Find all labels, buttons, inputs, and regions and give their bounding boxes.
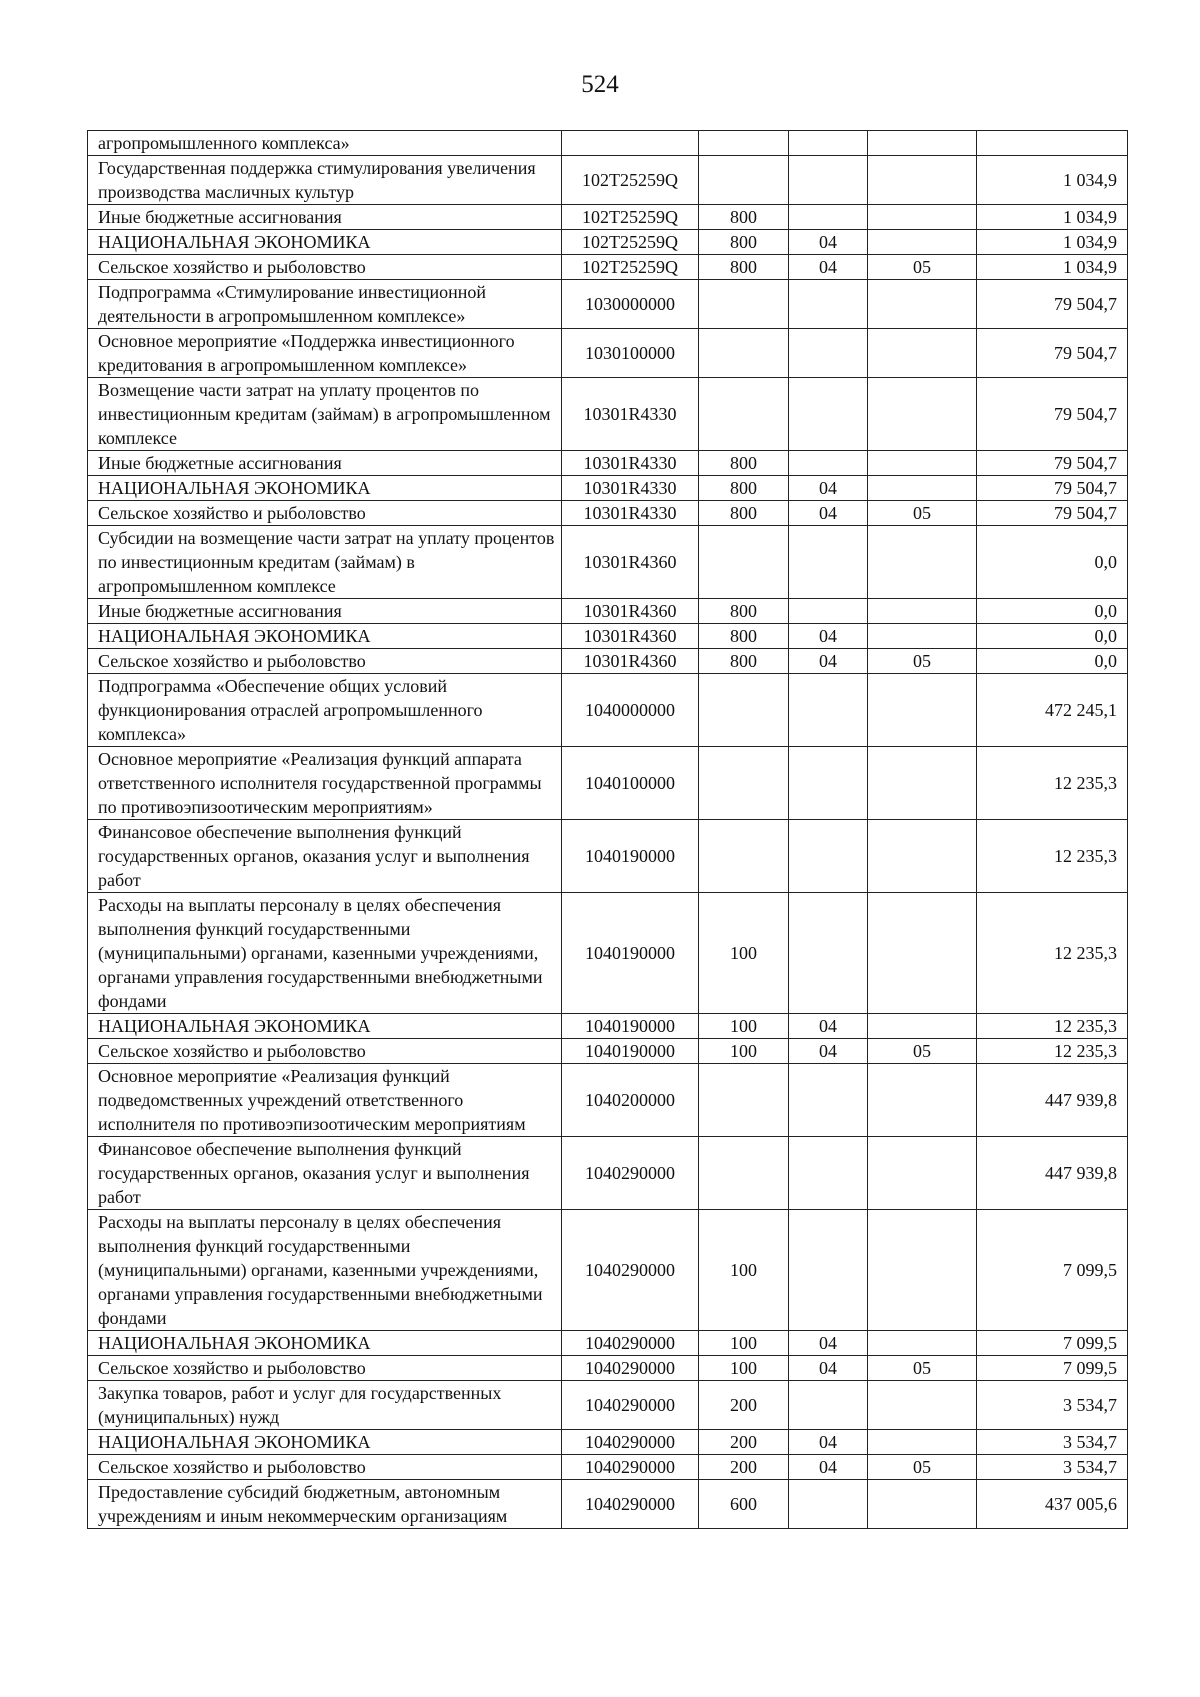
table-row <box>88 451 1128 476</box>
table-row <box>88 624 1128 649</box>
amount-cell: 79 504,7 <box>977 329 1128 378</box>
amount-cell: 3 534,7 <box>977 1430 1128 1455</box>
row-name-cell: Сельское хозяйство и рыболовство <box>88 1039 562 1064</box>
expense-type-cell: 800 <box>699 230 789 255</box>
table-row <box>88 1137 1128 1210</box>
expense-type-cell: 800 <box>699 624 789 649</box>
row-name-cell: НАЦИОНАЛЬНАЯ ЭКОНОМИКА <box>88 624 562 649</box>
expense-type-cell: 100 <box>699 1039 789 1064</box>
amount-cell: 0,0 <box>977 624 1128 649</box>
target-code-cell: 1040200000 <box>562 1064 699 1137</box>
section-cell: 04 <box>789 1039 868 1064</box>
target-code-cell: 1040000000 <box>562 674 699 747</box>
row-name-cell: Иные бюджетные ассигнования <box>88 205 562 230</box>
section-cell: 04 <box>789 1331 868 1356</box>
amount-cell: 7 099,5 <box>977 1210 1128 1331</box>
expense-type-cell <box>699 131 789 156</box>
section-cell <box>789 156 868 205</box>
table-row <box>88 1430 1128 1455</box>
section-cell: 04 <box>789 255 868 280</box>
section-cell <box>789 280 868 329</box>
amount-cell: 79 504,7 <box>977 501 1128 526</box>
table-row <box>88 1331 1128 1356</box>
table-row <box>88 1064 1128 1137</box>
section-cell <box>789 131 868 156</box>
target-code-cell: 1040100000 <box>562 747 699 820</box>
amount-cell: 7 099,5 <box>977 1331 1128 1356</box>
amount-cell: 1 034,9 <box>977 156 1128 205</box>
expense-type-cell <box>699 1137 789 1210</box>
expense-type-cell <box>699 378 789 451</box>
expense-type-cell <box>699 280 789 329</box>
section-cell <box>789 378 868 451</box>
budget-table-body <box>88 131 1128 1529</box>
subsection-cell <box>868 1480 977 1529</box>
target-code-cell: 10301R4360 <box>562 526 699 599</box>
target-code-cell: 102T25259Q <box>562 230 699 255</box>
amount-cell: 3 534,7 <box>977 1455 1128 1480</box>
target-code-cell: 10301R4330 <box>562 501 699 526</box>
table-row <box>88 1210 1128 1331</box>
row-name-cell: Подпрограмма «Стимулирование инвестиционной деятельности в агропромышленном комплексе» <box>88 280 562 329</box>
subsection-cell <box>868 747 977 820</box>
table-row <box>88 893 1128 1014</box>
amount-cell: 472 245,1 <box>977 674 1128 747</box>
table-row <box>88 205 1128 230</box>
section-cell <box>789 747 868 820</box>
table-row <box>88 1455 1128 1480</box>
table-row <box>88 1014 1128 1039</box>
row-name-cell: Сельское хозяйство и рыболовство <box>88 1356 562 1381</box>
amount-cell: 79 504,7 <box>977 280 1128 329</box>
target-code-cell: 10301R4330 <box>562 451 699 476</box>
expense-type-cell <box>699 526 789 599</box>
expense-type-cell <box>699 156 789 205</box>
target-code-cell: 10301R4330 <box>562 378 699 451</box>
row-name-cell: Подпрограмма «Обеспечение общих условий функционирования отраслей агропромышленного комплекса» <box>88 674 562 747</box>
row-name-cell: Финансовое обеспечение выполнения функций государственных органов, оказания услуг и выполнения работ <box>88 820 562 893</box>
table-row <box>88 674 1128 747</box>
expense-type-cell <box>699 747 789 820</box>
row-name-cell: Иные бюджетные ассигнования <box>88 451 562 476</box>
row-name-cell: Государственная поддержка стимулирования увеличения производства масличных культур <box>88 156 562 205</box>
subsection-cell <box>868 1430 977 1455</box>
section-cell <box>789 1381 868 1430</box>
section-cell: 04 <box>789 1356 868 1381</box>
amount-cell: 1 034,9 <box>977 205 1128 230</box>
section-cell <box>789 1210 868 1331</box>
section-cell <box>789 1064 868 1137</box>
row-name-cell: НАЦИОНАЛЬНАЯ ЭКОНОМИКА <box>88 476 562 501</box>
target-code-cell: 1040190000 <box>562 893 699 1014</box>
expense-type-cell: 100 <box>699 1331 789 1356</box>
row-name-cell: Расходы на выплаты персоналу в целях обеспечения выполнения функций государственными (муниципальными) органами, казенными учреждениями, органами управления государственными внебюджетными фондами <box>88 893 562 1014</box>
section-cell: 04 <box>789 1455 868 1480</box>
amount-cell: 79 504,7 <box>977 476 1128 501</box>
amount-cell: 3 534,7 <box>977 1381 1128 1430</box>
amount-cell: 0,0 <box>977 649 1128 674</box>
target-code-cell: 10301R4360 <box>562 624 699 649</box>
expense-type-cell <box>699 820 789 893</box>
amount-cell: 79 504,7 <box>977 378 1128 451</box>
section-cell: 04 <box>789 1430 868 1455</box>
amount-cell: 447 939,8 <box>977 1137 1128 1210</box>
expense-type-cell: 100 <box>699 893 789 1014</box>
amount-cell: 12 235,3 <box>977 1039 1128 1064</box>
table-row <box>88 131 1128 156</box>
row-name-cell: НАЦИОНАЛЬНАЯ ЭКОНОМИКА <box>88 1331 562 1356</box>
expense-type-cell: 800 <box>699 205 789 230</box>
expense-type-cell: 800 <box>699 255 789 280</box>
table-row <box>88 255 1128 280</box>
table-row <box>88 1039 1128 1064</box>
row-name-cell: Расходы на выплаты персоналу в целях обеспечения выполнения функций государственными (муниципальными) органами, казенными учреждениями, органами управления государственными внебюджетными фондами <box>88 1210 562 1331</box>
subsection-cell: 05 <box>868 1455 977 1480</box>
row-name-cell: Закупка товаров, работ и услуг для государственных (муниципальных) нужд <box>88 1381 562 1430</box>
target-code-cell: 10301R4330 <box>562 476 699 501</box>
target-code-cell: 1040190000 <box>562 1039 699 1064</box>
target-code-cell: 102T25259Q <box>562 156 699 205</box>
target-code-cell: 1040190000 <box>562 1014 699 1039</box>
row-name-cell: Сельское хозяйство и рыболовство <box>88 1455 562 1480</box>
amount-cell: 1 034,9 <box>977 255 1128 280</box>
table-row <box>88 599 1128 624</box>
amount-cell: 7 099,5 <box>977 1356 1128 1381</box>
target-code-cell: 1040290000 <box>562 1356 699 1381</box>
subsection-cell <box>868 205 977 230</box>
subsection-cell: 05 <box>868 255 977 280</box>
subsection-cell <box>868 451 977 476</box>
row-name-cell: НАЦИОНАЛЬНАЯ ЭКОНОМИКА <box>88 1430 562 1455</box>
subsection-cell: 05 <box>868 1356 977 1381</box>
subsection-cell <box>868 378 977 451</box>
subsection-cell <box>868 280 977 329</box>
subsection-cell <box>868 329 977 378</box>
expense-type-cell: 800 <box>699 451 789 476</box>
table-row <box>88 526 1128 599</box>
section-cell: 04 <box>789 476 868 501</box>
section-cell: 04 <box>789 1014 868 1039</box>
row-name-cell: Основное мероприятие «Поддержка инвестиционного кредитования в агропромышленном комплексе» <box>88 329 562 378</box>
amount-cell: 12 235,3 <box>977 820 1128 893</box>
row-name-cell: Финансовое обеспечение выполнения функций государственных органов, оказания услуг и выполнения работ <box>88 1137 562 1210</box>
target-code-cell: 1040290000 <box>562 1331 699 1356</box>
subsection-cell <box>868 156 977 205</box>
amount-cell <box>977 131 1128 156</box>
subsection-cell <box>868 1210 977 1331</box>
expense-type-cell: 100 <box>699 1210 789 1331</box>
amount-cell: 79 504,7 <box>977 451 1128 476</box>
target-code-cell: 1040290000 <box>562 1455 699 1480</box>
section-cell <box>789 599 868 624</box>
subsection-cell <box>868 599 977 624</box>
target-code-cell <box>562 131 699 156</box>
section-cell: 04 <box>789 230 868 255</box>
row-name-cell: Субсидии на возмещение части затрат на уплату процентов по инвестиционным кредитам (займам) в агропромышленном комплексе <box>88 526 562 599</box>
subsection-cell <box>868 1381 977 1430</box>
subsection-cell <box>868 893 977 1014</box>
table-row <box>88 280 1128 329</box>
section-cell <box>789 1137 868 1210</box>
table-row <box>88 649 1128 674</box>
target-code-cell: 1040290000 <box>562 1210 699 1331</box>
expense-type-cell: 200 <box>699 1381 789 1430</box>
table-row <box>88 329 1128 378</box>
row-name-cell: Сельское хозяйство и рыболовство <box>88 649 562 674</box>
table-row <box>88 378 1128 451</box>
section-cell: 04 <box>789 649 868 674</box>
amount-cell: 437 005,6 <box>977 1480 1128 1529</box>
target-code-cell: 1040290000 <box>562 1381 699 1430</box>
expense-type-cell: 800 <box>699 599 789 624</box>
amount-cell: 0,0 <box>977 526 1128 599</box>
table-row <box>88 747 1128 820</box>
target-code-cell: 1040290000 <box>562 1137 699 1210</box>
table-row <box>88 1480 1128 1529</box>
expense-type-cell <box>699 674 789 747</box>
target-code-cell: 1040290000 <box>562 1480 699 1529</box>
subsection-cell <box>868 1064 977 1137</box>
subsection-cell <box>868 131 977 156</box>
subsection-cell <box>868 1331 977 1356</box>
amount-cell: 12 235,3 <box>977 747 1128 820</box>
target-code-cell: 10301R4360 <box>562 599 699 624</box>
table-row <box>88 501 1128 526</box>
expense-type-cell: 800 <box>699 649 789 674</box>
target-code-cell: 1040290000 <box>562 1430 699 1455</box>
expense-type-cell <box>699 329 789 378</box>
table-row <box>88 820 1128 893</box>
subsection-cell <box>868 624 977 649</box>
row-name-cell: агропромышленного комплекса» <box>88 131 562 156</box>
amount-cell: 1 034,9 <box>977 230 1128 255</box>
expense-type-cell: 800 <box>699 501 789 526</box>
section-cell <box>789 893 868 1014</box>
section-cell: 04 <box>789 624 868 649</box>
table-row <box>88 156 1128 205</box>
expense-type-cell <box>699 1064 789 1137</box>
subsection-cell: 05 <box>868 649 977 674</box>
row-name-cell: НАЦИОНАЛЬНАЯ ЭКОНОМИКА <box>88 1014 562 1039</box>
section-cell <box>789 451 868 476</box>
section-cell <box>789 329 868 378</box>
page-number: 524 <box>581 71 619 98</box>
section-cell <box>789 820 868 893</box>
amount-cell: 447 939,8 <box>977 1064 1128 1137</box>
expense-type-cell: 200 <box>699 1455 789 1480</box>
subsection-cell <box>868 1137 977 1210</box>
row-name-cell: Предоставление субсидий бюджетным, автономным учреждениям и иным некоммерческим организациям <box>88 1480 562 1529</box>
target-code-cell: 102T25259Q <box>562 205 699 230</box>
target-code-cell: 1030100000 <box>562 329 699 378</box>
table-row <box>88 1356 1128 1381</box>
section-cell: 04 <box>789 501 868 526</box>
subsection-cell: 05 <box>868 501 977 526</box>
subsection-cell <box>868 230 977 255</box>
subsection-cell <box>868 674 977 747</box>
budget-table <box>87 130 1128 1529</box>
expense-type-cell: 100 <box>699 1356 789 1381</box>
section-cell <box>789 674 868 747</box>
row-name-cell: Сельское хозяйство и рыболовство <box>88 501 562 526</box>
table-row <box>88 1381 1128 1430</box>
row-name-cell: Возмещение части затрат на уплату процентов по инвестиционным кредитам (займам) в агропромышленном комплексе <box>88 378 562 451</box>
subsection-cell <box>868 526 977 599</box>
row-name-cell: Сельское хозяйство и рыболовство <box>88 255 562 280</box>
target-code-cell: 10301R4360 <box>562 649 699 674</box>
section-cell <box>789 526 868 599</box>
target-code-cell: 1040190000 <box>562 820 699 893</box>
amount-cell: 0,0 <box>977 599 1128 624</box>
section-cell <box>789 205 868 230</box>
subsection-cell <box>868 476 977 501</box>
expense-type-cell: 800 <box>699 476 789 501</box>
subsection-cell <box>868 1014 977 1039</box>
expense-type-cell: 100 <box>699 1014 789 1039</box>
subsection-cell <box>868 820 977 893</box>
amount-cell: 12 235,3 <box>977 893 1128 1014</box>
section-cell <box>789 1480 868 1529</box>
table-row <box>88 230 1128 255</box>
row-name-cell: Иные бюджетные ассигнования <box>88 599 562 624</box>
row-name-cell: НАЦИОНАЛЬНАЯ ЭКОНОМИКА <box>88 230 562 255</box>
amount-cell: 12 235,3 <box>977 1014 1128 1039</box>
table-row <box>88 476 1128 501</box>
row-name-cell: Основное мероприятие «Реализация функций подведомственных учреждений ответственного исполнителя по противоэпизоотическим мероприятиям <box>88 1064 562 1137</box>
subsection-cell: 05 <box>868 1039 977 1064</box>
target-code-cell: 1030000000 <box>562 280 699 329</box>
row-name-cell: Основное мероприятие «Реализация функций аппарата ответственного исполнителя государственной программы по противоэпизоотическим мероприятиям» <box>88 747 562 820</box>
target-code-cell: 102T25259Q <box>562 255 699 280</box>
expense-type-cell: 600 <box>699 1480 789 1529</box>
expense-type-cell: 200 <box>699 1430 789 1455</box>
